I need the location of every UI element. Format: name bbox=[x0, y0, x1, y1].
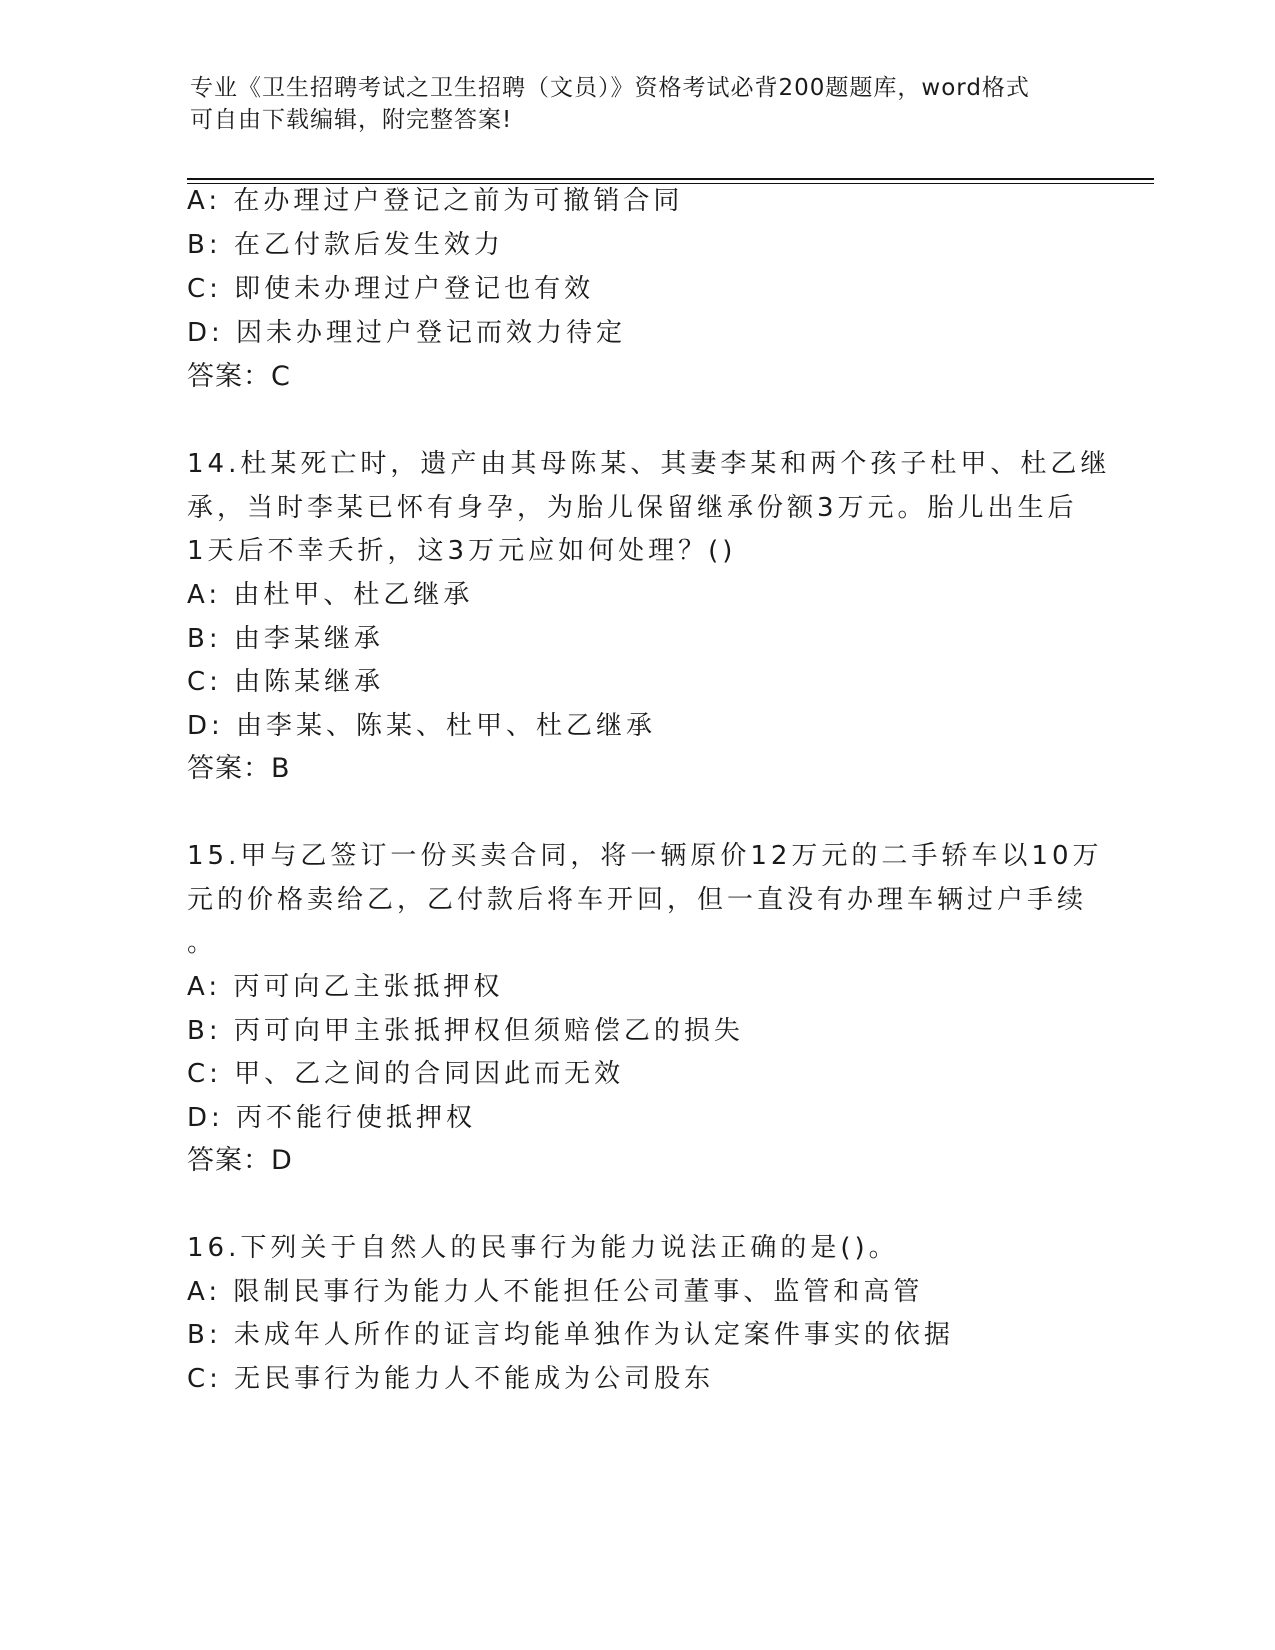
q13-answer: 答案：C bbox=[187, 361, 291, 392]
q14-option-a: A: 由杜甲、杜乙继承 bbox=[187, 580, 474, 610]
q15-option-b: B: 丙可向甲主张抵押权但须赔偿乙的损失 bbox=[187, 1016, 744, 1046]
header-divider-thick bbox=[187, 178, 1154, 180]
q15-option-d: D: 丙不能行使抵押权 bbox=[187, 1103, 477, 1133]
q13-option-b: B: 在乙付款后发生效力 bbox=[187, 230, 504, 260]
q15-stem-line-2: 元的价格卖给乙，乙付款后将车开回，但一直没有办理车辆过户手续 bbox=[187, 885, 1088, 915]
q14-stem-line-3: 1天后不幸夭折，这3万元应如何处理？() bbox=[187, 536, 737, 566]
q16-option-b: B: 未成年人所作的证言均能单独作为认定案件事实的依据 bbox=[187, 1320, 954, 1350]
q14-option-b: B: 由李某继承 bbox=[187, 624, 384, 654]
q14-option-d: D: 由李某、陈某、杜甲、杜乙继承 bbox=[187, 711, 657, 741]
q14-stem-line-2: 承，当时李某已怀有身孕，为胎儿保留继承份额3万元。胎儿出生后 bbox=[187, 493, 1078, 523]
header-title-line-1: 专业《卫生招聘考试之卫生招聘（文员）》资格考试必背200题题库，word格式 bbox=[190, 75, 1030, 101]
q16-stem-line-1: 16.下列关于自然人的民事行为能力说法正确的是()。 bbox=[187, 1233, 899, 1263]
q14-answer: 答案：B bbox=[187, 753, 291, 784]
q14-option-c: C: 由陈某继承 bbox=[187, 667, 385, 697]
q15-option-c: C: 甲、乙之间的合同因此而无效 bbox=[187, 1059, 625, 1089]
q15-option-a: A: 丙可向乙主张抵押权 bbox=[187, 972, 504, 1002]
q15-stem-line-3: 。 bbox=[187, 928, 218, 958]
q13-option-d: D: 因未办理过户登记而效力待定 bbox=[187, 318, 627, 348]
document-header bbox=[190, 72, 1090, 136]
q14-stem-line-1: 14.杜某死亡时，遗产由其母陈某、其妻李某和两个孩子杜甲、杜乙继 bbox=[187, 449, 1111, 479]
q16-option-a: A: 限制民事行为能力人不能担任公司董事、监管和高管 bbox=[187, 1277, 924, 1307]
q13-option-c: C: 即使未办理过户登记也有效 bbox=[187, 274, 595, 304]
q13-option-a: A: 在办理过户登记之前为可撤销合同 bbox=[187, 186, 684, 216]
q15-answer: 答案：D bbox=[187, 1145, 293, 1176]
header-title-line-2: 可自由下载编辑，附完整答案! bbox=[190, 107, 513, 133]
q15-stem-line-1: 15.甲与乙签订一份买卖合同，将一辆原价12万元的二手轿车以10万 bbox=[187, 841, 1103, 871]
q16-option-c: C: 无民事行为能力人不能成为公司股东 bbox=[187, 1364, 715, 1394]
